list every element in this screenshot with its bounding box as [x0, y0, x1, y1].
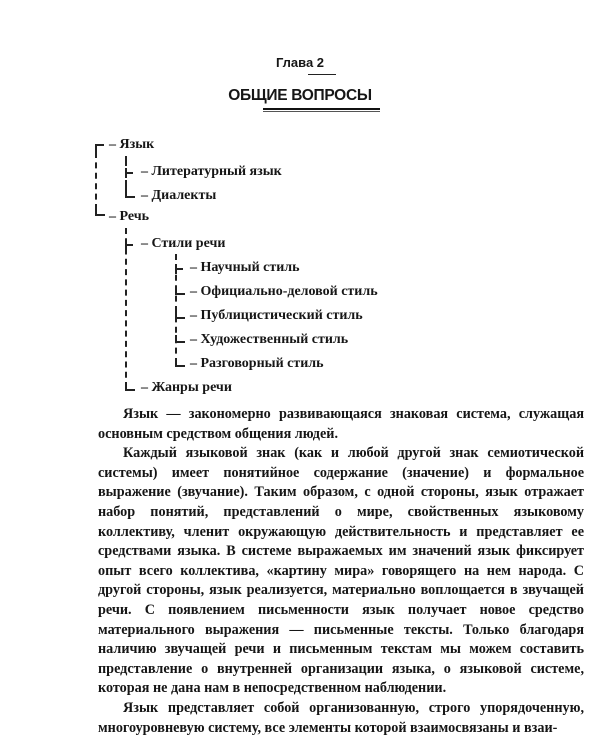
body-text: [98, 405, 584, 738]
tree-node-literary-language: – Литературный язык: [141, 164, 282, 179]
chapter-title: ОБЩИЕ ВОПРОСЫ: [228, 87, 372, 104]
defined-term: Язык: [123, 406, 159, 422]
tree-connector: [175, 311, 185, 319]
tree-connector: [175, 359, 185, 367]
tree-node-speech-genres: – Жанры речи: [141, 380, 232, 395]
tree-node-speech: – Речь: [109, 209, 150, 224]
tree-node-scientific-style: – Научный стиль: [190, 260, 300, 275]
paragraph-definition: [98, 405, 584, 444]
tree-connector: [125, 156, 127, 166]
tree-connector: [125, 383, 135, 391]
tree-connector: [125, 244, 133, 246]
tree-node-dialects: – Диалекты: [141, 188, 217, 203]
tree-node-artistic-style: – Художественный стиль: [190, 332, 349, 347]
tree-node-language: – Язык: [109, 137, 155, 152]
tree-connector: [125, 190, 135, 198]
tree-node-journalistic-style: – Публицистический стиль: [190, 308, 363, 323]
chapter-label: Глава 2: [275, 55, 325, 70]
tree-connector: [95, 144, 104, 152]
tree-connector: [175, 335, 185, 343]
tree-connector: [95, 208, 105, 216]
tree-node-official-business-style: – Официально-деловой стиль: [190, 284, 378, 299]
tree-connector: [95, 152, 97, 210]
tree-connector: [175, 287, 185, 295]
tree-connector: [175, 268, 183, 270]
tree-node-colloquial-style: – Разговорный стиль: [190, 356, 324, 371]
paragraph: Язык представляет собой организованную, строго упорядоченную, многоуровневую систему, все элементы которой взаимосвязаны и взаи-: [98, 699, 584, 736]
definition-text: — закономерно развивающаяся знаковая система, служащая основным средством общения людей.: [98, 406, 584, 442]
tree-connector: [125, 172, 133, 174]
tree-connector: [125, 180, 127, 190]
paragraph: Каждый языковой знак (как и любой другой знак семиотической системы) имеет понятийное содержание (значение) и формальное выражение (звучание). Таким образом, с одной стороны, язык отражает набор понятий, представлений о мире, свойственных языковому коллективу, членит окружающую действительность и представляет ее средствами языка. В системе выражаемых им значений язык фиксирует опыт всего коллектива, «картину мира» говорящего на нем народа. С другой стороны, язык реализуется, материально воплощается в звучащей речи. С появлением письменности язык получает новое средство материального выражения — письменные тексты. Только благодаря наличию звучащей речи и письменным текстам мы можем составить представление о внутренней организации языка, о языковой системе, которая не дана нам в непосредственном наблюдении.: [98, 445, 584, 697]
tree-node-speech-styles: – Стили речи: [141, 236, 226, 251]
tree-connector: [125, 228, 127, 388]
